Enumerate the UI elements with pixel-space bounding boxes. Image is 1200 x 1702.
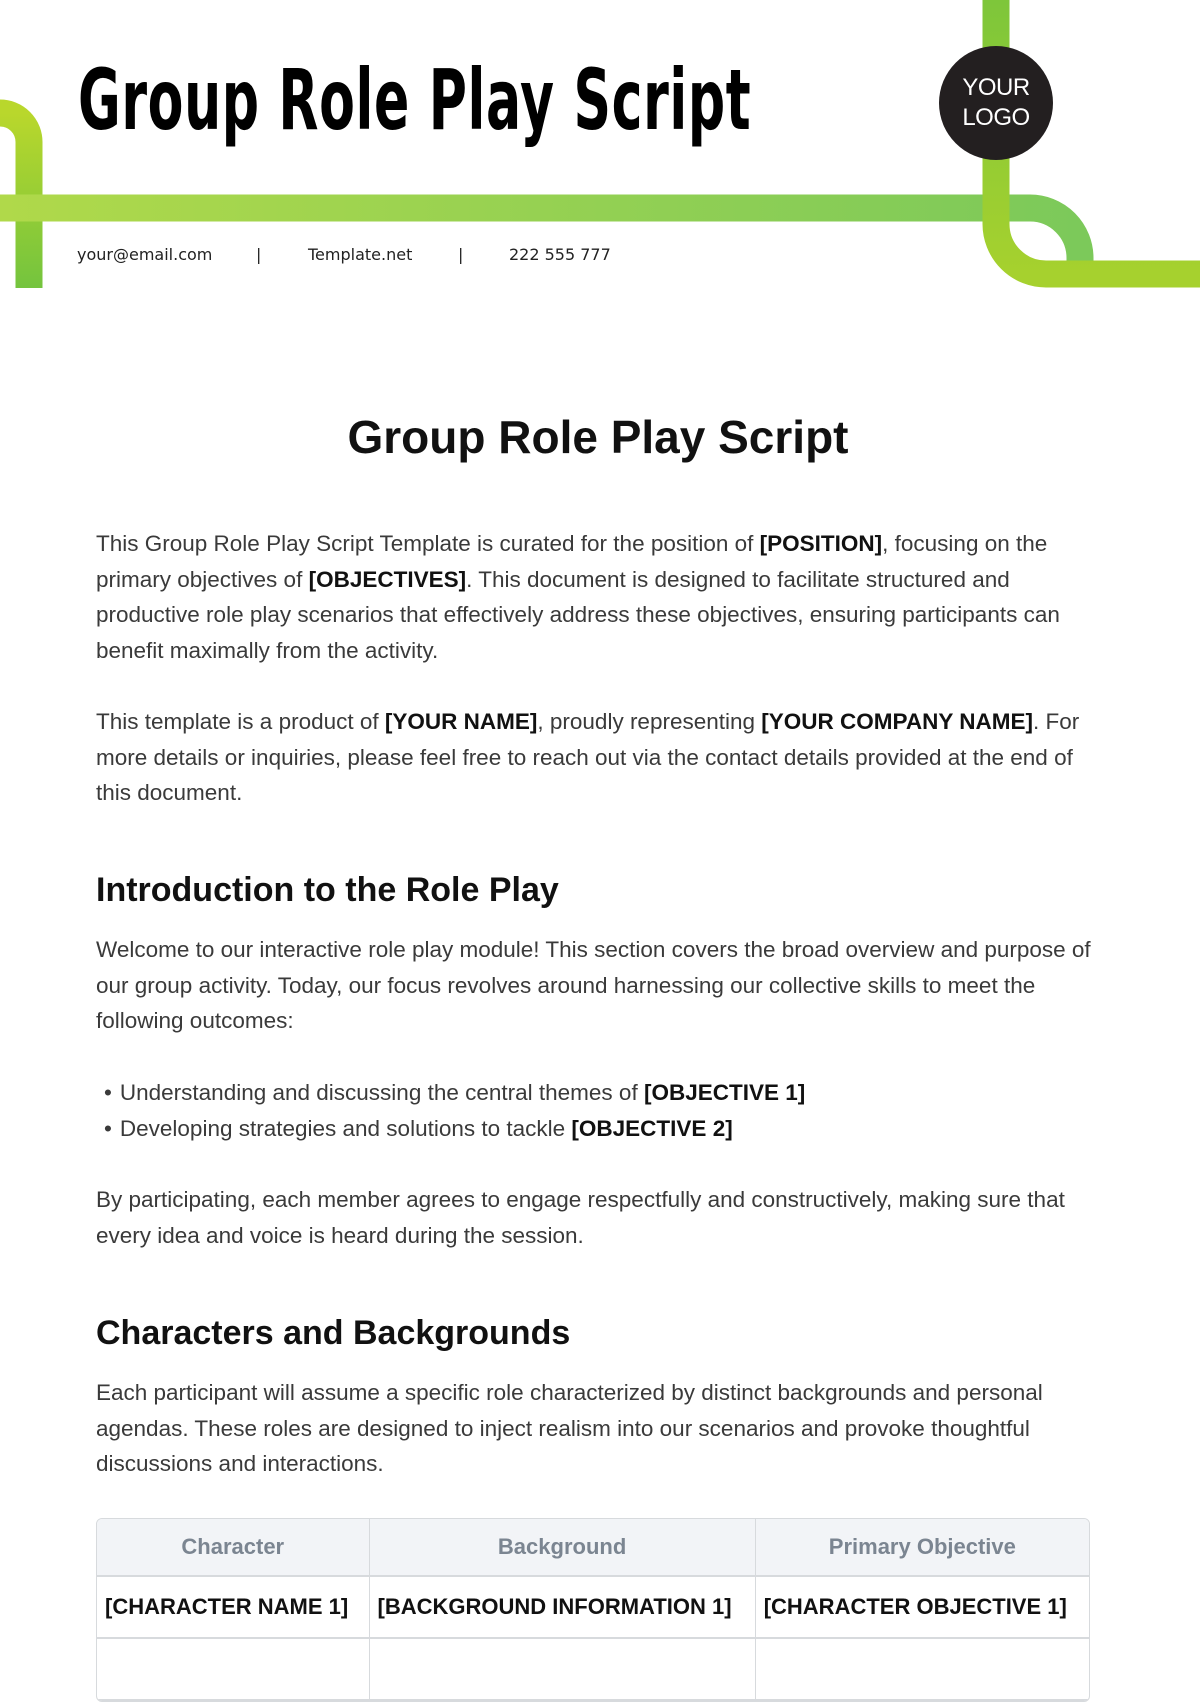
column-header-background: Background [370, 1519, 756, 1577]
section-heading-introduction: Introduction to the Role Play [96, 871, 559, 909]
intro-paragraph-2 [96, 704, 1106, 811]
text: This template is a product of [96, 709, 385, 734]
text: Developing strategies and solutions to tackle [119, 1115, 572, 1141]
contact-separator: | [458, 245, 464, 264]
cell-character [97, 1639, 370, 1701]
introduction-paragraph: Welcome to our interactive role play module! This section covers the broad overview and purpose of our group activity. Today, our focus revolves around harnessing our collective skills to meet the following outcomes: [96, 937, 1091, 1033]
characters-table [96, 1518, 1090, 1702]
contact-website[interactable]: Template.net [308, 245, 413, 264]
cell-background [370, 1639, 756, 1701]
list-item [104, 1111, 805, 1147]
intro-paragraph-1 [96, 526, 1106, 668]
contact-email[interactable]: your@email.com [77, 245, 213, 264]
column-header-primary-objective: Primary Objective [756, 1519, 1089, 1577]
closing-paragraph: By participating, each member agrees to engage respectfully and constructively, making sure that every idea and voice is heard during the session. [96, 1187, 1065, 1248]
text: , proudly representing [537, 709, 762, 734]
contact-phone: 222 555 777 [509, 245, 611, 264]
placeholder-objective-1: [OBJECTIVE 1] [643, 1080, 806, 1105]
cell-background: [BACKGROUND INFORMATION 1] [370, 1577, 756, 1639]
placeholder-objectives: [OBJECTIVES] [308, 566, 467, 592]
placeholder-company-name: [YOUR COMPANY NAME] [761, 709, 1033, 734]
placeholder-position: [POSITION] [759, 531, 883, 556]
section-heading-characters: Characters and Backgrounds [96, 1314, 571, 1352]
objectives-list [104, 1075, 805, 1146]
list-item [104, 1075, 805, 1111]
text: . For more details or inquiries, please feel free to reach out via the contact details provided at the end of this document. [96, 709, 1080, 805]
text: Understanding and discussing the central themes of [119, 1080, 644, 1105]
column-header-character: Character [97, 1519, 370, 1577]
table-row [97, 1577, 1089, 1639]
characters-paragraph: Each participant will assume a specific role characterized by distinct backgrounds and personal agendas. These roles are designed to inject realism into our scenarios and provoke thoughtful discussions and interactions. [96, 1380, 1043, 1476]
cell-objective: [CHARACTER OBJECTIVE 1] [756, 1577, 1089, 1639]
brand-title: Group Role Play Script [78, 51, 752, 149]
placeholder-your-name: [YOUR NAME] [384, 709, 538, 734]
text: This Group Role Play Script Template is curated for the position of [96, 531, 760, 556]
cell-character: [CHARACTER NAME 1] [97, 1577, 370, 1639]
placeholder-objective-2: [OBJECTIVE 2] [571, 1115, 733, 1141]
text: , focusing on the primary objectives of [96, 531, 1048, 592]
cell-objective [756, 1639, 1089, 1701]
table-row [97, 1639, 1089, 1701]
document-title: Group Role Play Script [347, 411, 849, 463]
table-header-row [97, 1519, 1089, 1577]
logo-placeholder [939, 46, 1053, 160]
page-header [0, 0, 1200, 300]
contact-separator: | [256, 245, 262, 264]
logo-line2: LOGO [962, 104, 1030, 131]
text: . This document is designed to facilitate structured and productive role play scenarios that effectively address these objectives, ensuring participants can benefit maximally from the activity. [96, 566, 1060, 663]
logo-line1: YOUR [962, 74, 1030, 101]
